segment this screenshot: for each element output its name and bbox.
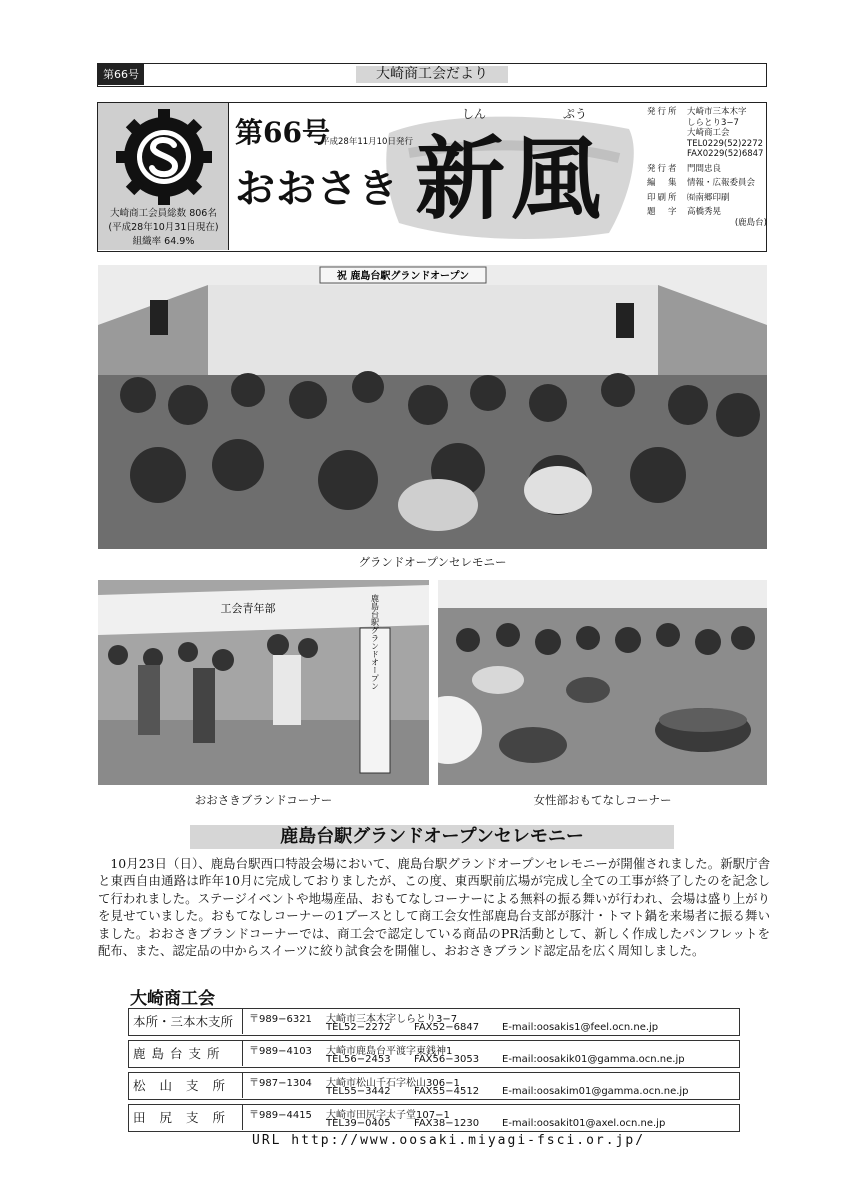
article-body: 10月23日（日）、鹿島台駅西口特設会場において、鹿島台駅グランドオープンセレモニーが開催されました。新駅庁舎と東西自由通路は昨年10月に完成しておりましたが、この度、東西駅前広場が完成し全ての工事が終了したのを記念して行われました。ステージイベントや地場産品、おもてなしコーナーによる無料の振る舞いが行われ、会場は盛り上がりを見せていました。おもてなしコーナーの1ブースとして商工会女性部鹿島台支部が豚汁・トマト鍋を来場者に振る舞いました。おおさきブランドコーナーでは、商工会で認定している商品のPR活動として、新しく作成したパンフレットを配布、また、認定品の中からスイーツに絞り試食会を開催し、おおさきブランド認定品を広く周知しました。 (98, 856, 770, 959)
sign-text: 鹿島台駅グランドオープン (370, 594, 380, 690)
website-url: URL http://www.oosaki.miyagi-fsci.or.jp/ (252, 1133, 646, 1148)
calligraphy-key: 題 字 (647, 207, 679, 217)
printer-key: 印刷所 (647, 192, 679, 203)
editor: 情報・広報委員会 (687, 178, 756, 188)
banner-text: 祝 鹿島台駅グランドオープン (336, 271, 470, 282)
branch-address: 大崎市田尻字太子堂107−1 (326, 1110, 450, 1121)
publisher-line: 大崎市三本木字 (687, 107, 747, 117)
publisher-line: FAX0229(52)6847 (687, 149, 764, 159)
branch-address: 大崎市松山千石字松山306−1 (326, 1078, 460, 1089)
publication-name: 大崎商工会だより (356, 66, 508, 83)
title-ruby-1: しん (462, 107, 487, 121)
branch-postal: 〒989−4415 (249, 1110, 312, 1121)
womens-division-hospitality-corner-photo (438, 580, 767, 785)
right-photo-caption: 女性部おもてなしコーナー (533, 793, 672, 807)
tent-banner-text: 工会青年部 (220, 602, 276, 615)
editor-key: 編 集 (647, 178, 679, 188)
branch-label: 鹿島台支所 (129, 1041, 243, 1066)
branch-label: 本所・三本木支所 (129, 1009, 243, 1034)
title-ruby-2: ぷう (563, 107, 588, 121)
branch-postal: 〒987−1304 (249, 1078, 312, 1089)
branch-row (128, 1072, 740, 1100)
organization-rate: 組織率 64.9% (132, 236, 195, 247)
issue-tag: 第66号 (98, 64, 144, 85)
issue-date: 平成28年11月10日発行 (321, 137, 413, 147)
publisher-line: TEL0229(52)2272 (687, 138, 764, 149)
running-header (97, 63, 767, 87)
branch-email: E-mail:oosakis1@feel.ocn.ne.jp (502, 1022, 659, 1033)
branch-postal: 〒989−6321 (249, 1014, 312, 1025)
branch-address: 大崎市鹿島台平渡字東銭神1 (326, 1046, 453, 1057)
branch-row (128, 1040, 740, 1068)
circle-s-gear-emblem-icon (112, 105, 216, 209)
publisher-line: しらとり3−7 (687, 117, 739, 128)
member-count: 大崎商工会員総数 806名 (110, 208, 217, 219)
publisher-key: 発行所 (647, 107, 679, 117)
title-kana: おおさき (235, 165, 399, 212)
grand-opening-ceremony-photo (98, 265, 767, 549)
branch-fax: FAX38−1230 (414, 1118, 480, 1129)
calligraphy: 高橋秀晃 (687, 207, 722, 217)
branch-label: 松山支所 (129, 1073, 243, 1098)
left-photo-caption: おおさきブランドコーナー (194, 793, 333, 807)
branch-label: 田尻支所 (129, 1105, 243, 1130)
branch-tel: TEL52−2272 (326, 1022, 391, 1033)
calligraphy-note: (鹿島台) (734, 217, 767, 228)
branch-row (128, 1104, 740, 1132)
publisher-line: 大崎商工会 (687, 128, 730, 138)
branch-email: E-mail:oosakim01@gamma.ocn.ne.jp (502, 1086, 689, 1097)
branch-email: E-mail:oosakik01@gamma.ocn.ne.jp (502, 1054, 685, 1065)
main-photo-caption: グランドオープンセレモニー (358, 555, 507, 569)
branch-tel: TEL55−3442 (326, 1086, 391, 1097)
branch-postal: 〒989−4103 (249, 1046, 312, 1057)
publisher (687, 107, 767, 160)
printer: ㈲南郷印刷 (687, 192, 730, 203)
colophon (647, 107, 767, 228)
issue-number: 第66号 (235, 116, 330, 149)
stats-date: (平成28年10月31日現在) (108, 222, 219, 233)
branch-fax: FAX55−4512 (414, 1086, 480, 1097)
branch-fax: FAX56−3053 (414, 1054, 480, 1065)
issuer-key: 発行者 (647, 163, 679, 174)
branch-address: 大崎市三本木字しらとり3−7 (326, 1014, 458, 1025)
directory-title: 大崎商工会 (130, 989, 215, 1009)
title-area (229, 103, 645, 250)
article-headline: 鹿島台駅グランドオープンセレモニー (190, 825, 674, 849)
logo-panel (98, 103, 229, 250)
branch-row (128, 1008, 740, 1036)
masthead (97, 102, 767, 252)
branch-email: E-mail:oosakit01@axel.ocn.ne.jp (502, 1118, 666, 1129)
title-kanji: 新風 (415, 126, 607, 232)
issuer: 門間忠良 (687, 163, 722, 174)
branch-fax: FAX52−6847 (414, 1022, 480, 1033)
member-stats (98, 207, 229, 249)
oosaki-brand-corner-photo (98, 580, 429, 785)
branch-tel: TEL56−2453 (326, 1054, 391, 1065)
branch-tel: TEL39−0405 (326, 1118, 391, 1129)
